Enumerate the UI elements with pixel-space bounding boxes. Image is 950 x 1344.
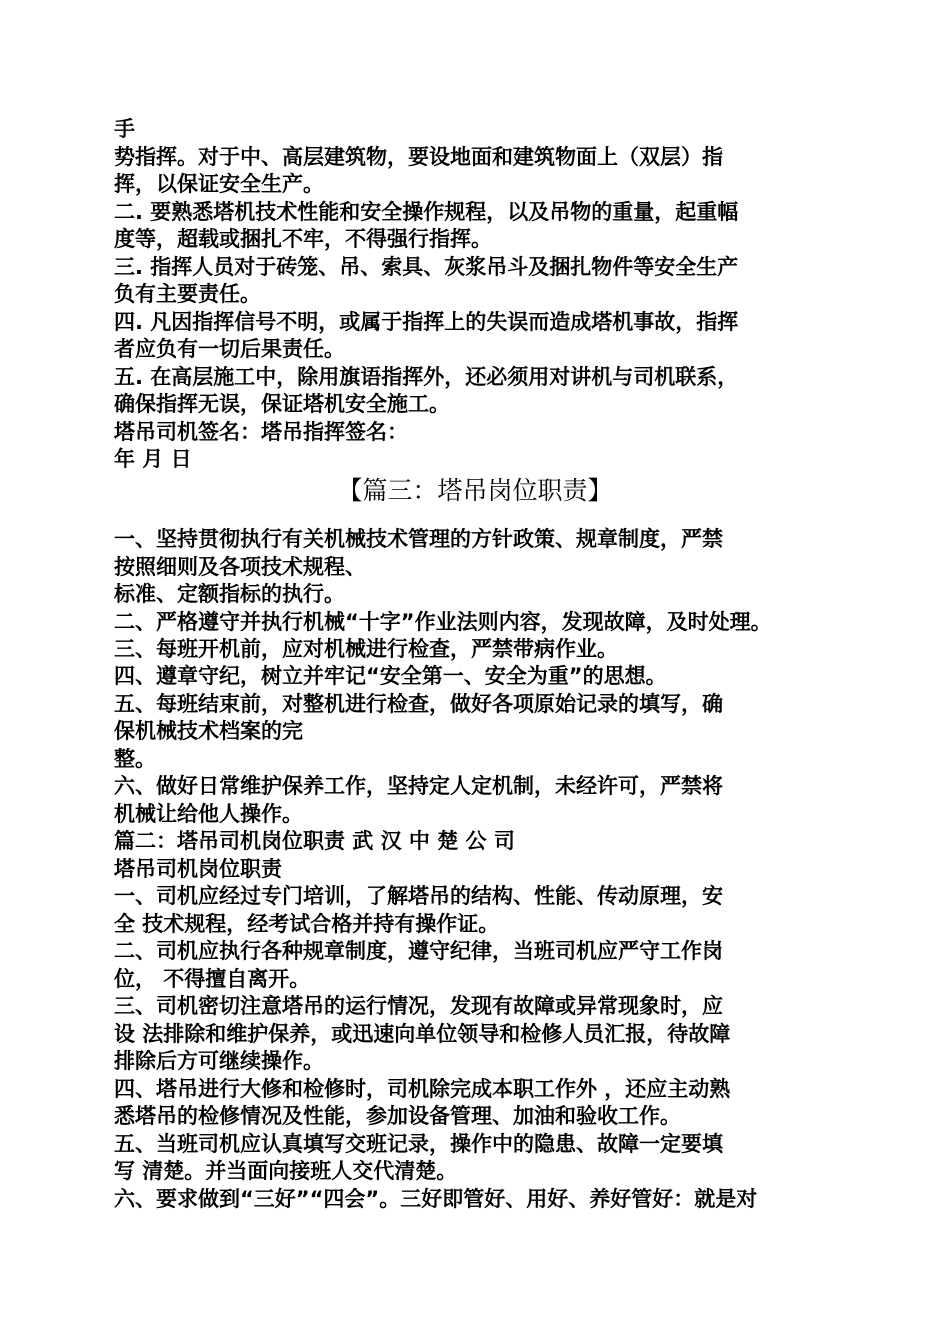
text-line: 写 清楚。并当面向接班人交代清楚。 [114, 1159, 458, 1183]
date-line: 年 月 日 [114, 447, 192, 471]
text-line: 五、当班司机应认真填写交班记录，操作中的隐患、故障一定要填 [114, 1132, 723, 1156]
text-line: 六、做好日常维护保养工作，坚持定人定机制，未经许可，严禁将 [114, 774, 723, 798]
text-line: 三、司机密切注意塔吊的运行情况，发现有故障或异常现象时，应 [114, 994, 723, 1018]
text-line: 机械让给他人操作。 [114, 802, 303, 826]
text-line: 五. 在高层施工中，除用旗语指挥外，还必须用对讲机与司机联系， [114, 365, 739, 389]
text-line: 手 [114, 117, 135, 141]
text-line: 全 技术规程，经考试合格并持有操作证。 [114, 912, 500, 936]
text-line: 三. 指挥人员对于砖笼、吊、索具、灰浆吊斗及捆扎物件等安全生产 [114, 255, 739, 279]
signature-line: 塔吊司机签名：塔吊指挥签名： [114, 420, 408, 444]
text-line: 设 法排除和维护保养，或迅速向单位领导和检修人员汇报，待故障 [114, 1022, 731, 1046]
text-line: 二、司机应执行各种规章制度，遵守纪律，当班司机应严守工作岗 [114, 939, 723, 963]
text-line: 挥，以保证安全生产。 [114, 172, 324, 196]
subheading-line: 塔吊司机岗位职责 [114, 857, 282, 881]
text-line: 六、要求做到“三好”“四会”。三好即管好、用好、养好管好：就是对 [114, 1187, 758, 1211]
text-line: 位， 不得擅自离开。 [114, 967, 311, 991]
text-line: 四、遵章守纪，树立并牢记“安全第一、安全为重”的思想。 [114, 664, 667, 688]
text-line: 按照细则及各项技术规程、 [114, 555, 366, 579]
text-line: 保机械技术档案的完 [114, 719, 303, 743]
text-line: 者应负有一切后果责任。 [114, 337, 345, 361]
text-line: 四、塔吊进行大修和检修时，司机除完成本职工作外 ，还应主动熟 [114, 1077, 731, 1101]
text-line: 势指挥。对于中、高层建筑物，要设地面和建筑物面上（双层）指 [114, 145, 723, 169]
text-line: 一、司机应经过专门培训，了解塔吊的结构、性能、传动原理，安 [114, 884, 723, 908]
text-line: 标准、定额指标的执行。 [114, 582, 345, 606]
text-line: 二. 要熟悉塔机技术性能和安全操作规程，以及吊物的重量，起重幅 [114, 200, 739, 224]
text-line: 确保指挥无误，保证塔机安全施工。 [114, 392, 450, 416]
text-line: 整。 [114, 747, 156, 771]
text-line: 负有主要责任。 [114, 282, 261, 306]
text-line: 一、坚持贯彻执行有关机械技术管理的方针政策、规章制度，严禁 [114, 527, 723, 551]
text-line: 二、严格遵守并执行机械“十字”作业法则内容，发现故障，及时处理。 [114, 610, 772, 634]
text-line: 排除后方可继续操作。 [114, 1049, 324, 1073]
subheading-line: 篇二：塔吊司机岗位职责 武 汉 中 楚 公 司 [114, 829, 515, 853]
text-line: 三、每班开机前，应对机械进行检查，严禁带病作业。 [114, 637, 618, 661]
text-line: 度等，超载或捆扎不牢，不得强行指挥。 [114, 227, 492, 251]
text-line: 五、每班结束前，对整机进行检查，做好各项原始记录的填写，确 [114, 692, 723, 716]
text-line: 悉塔吊的检修情况及性能，参加设备管理、加油和验收工作。 [114, 1104, 681, 1128]
text-line: 四. 凡因指挥信号不明，或属于指挥上的失误而造成塔机事故，指挥 [114, 310, 739, 334]
section-heading: 【篇三：塔吊岗位职责】 [337, 476, 613, 505]
